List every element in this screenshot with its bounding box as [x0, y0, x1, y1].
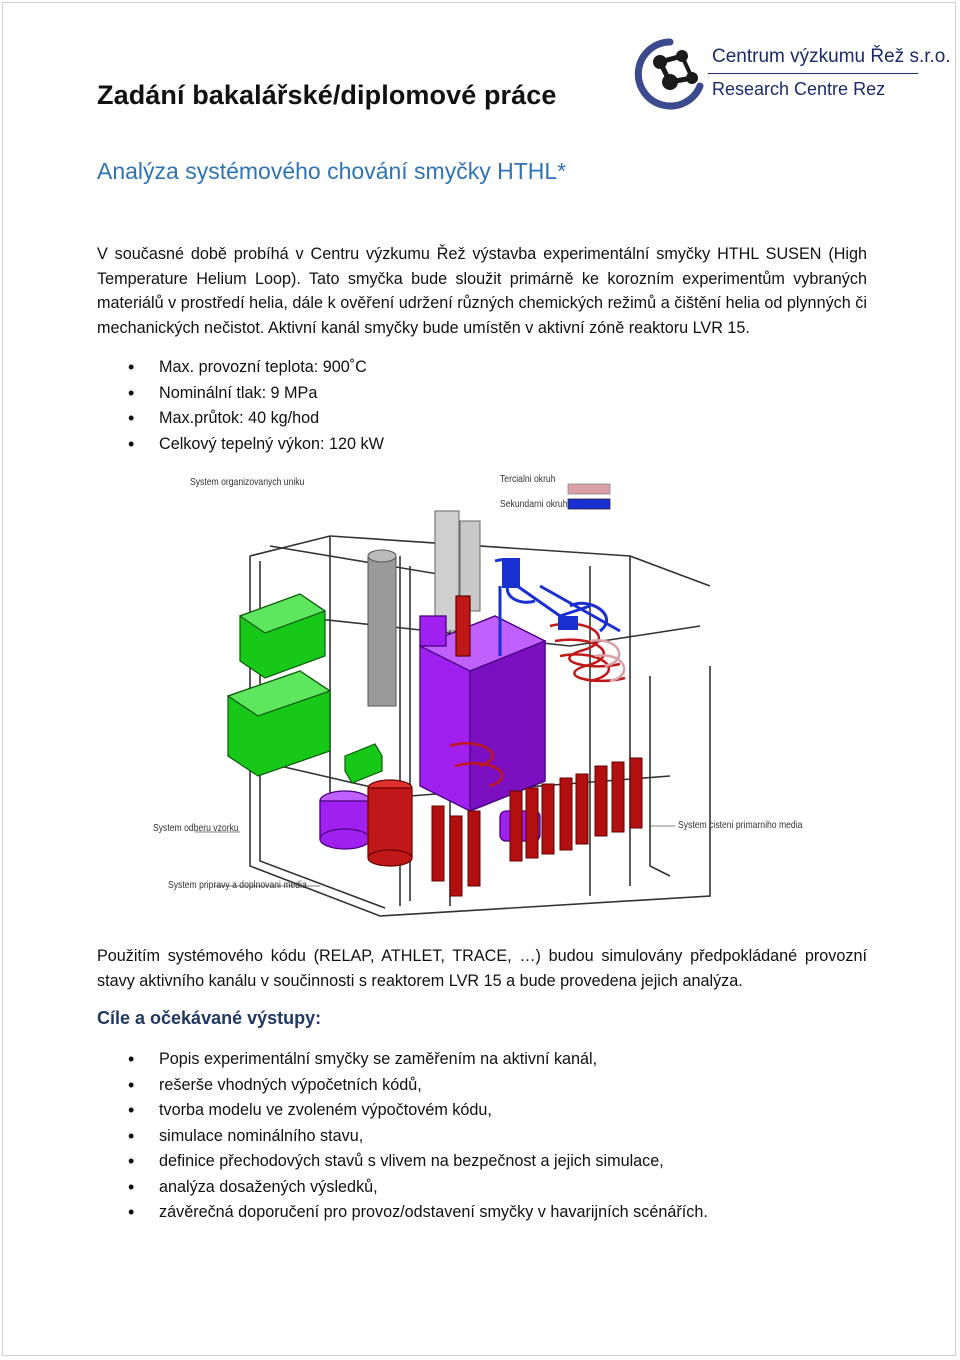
- intro-paragraph: V současné době probíhá v Centru výzkumu Řež výstavba experimentální smyčky HTHL SUSEN (High Temperature Helium Loop). Tato smyčka bude sloužit primárně ke korozním experimentům vybraných materiálů v prostředí helia, dále k ověření udržení různých chemických režimů a čištění helia od plynných či mechanických nečistot. Aktivní kanál smyčky bude umístěn v aktivní zóně reaktoru LVR 15.: [97, 245, 867, 337]
- analysis-paragraph: Použitím systémového kódu (RELAP, ATHLET, TRACE, …) budou simulovány předpokládané provozní stavy aktivního kanálu v součinnosti s reaktorem LVR 15 a bude provedena jejich analýza.: [97, 947, 867, 990]
- label-tertiary-circuit: Tercialni okruh: [500, 473, 556, 485]
- label-leak-system: System organizovanych uniku: [190, 476, 305, 488]
- label-preparation-system: System pripravy a doplnovani media: [168, 879, 307, 891]
- company-logo: [630, 34, 951, 114]
- logo-emblem-icon: [630, 34, 710, 114]
- label-cleaning-system: System cisteni primarniho media: [678, 819, 803, 831]
- list-item: • definice přechodových stavů s vlivem na bezpečnost a jejich simulace,: [97, 1149, 708, 1175]
- list-item: • rešerše vhodných výpočetních kódů,: [97, 1073, 708, 1099]
- list-item: • simulace nominálního stavu,: [97, 1124, 708, 1150]
- list-item: • závěrečná doporučení pro provoz/odstavení smyčky v havarijních scénářích.: [97, 1200, 708, 1226]
- document-title: Zadání bakalářské/diplomové práce: [97, 80, 557, 110]
- list-item: • Popis experimentální smyčky se zaměřením na aktivní kanál,: [97, 1047, 708, 1073]
- legend-swatch-tertiary: [568, 484, 610, 494]
- list-item: • Celkový tepelný výkon: 120 kW: [97, 432, 384, 458]
- label-secondary-circuit: Sekundarni okruh: [500, 498, 568, 510]
- document-subtitle: Analýza systémového chování smyčky HTHL*: [97, 158, 567, 184]
- list-item: • Max.průtok: 40 kg/hod: [97, 406, 384, 432]
- loop-3d-diagram: [150, 466, 830, 926]
- logo-name-czech: Centrum výzkumu Řež s.r.o.: [712, 46, 951, 67]
- logo-divider: [708, 73, 918, 74]
- goals-list: [97, 1047, 708, 1226]
- parameters-list: [97, 355, 384, 457]
- goals-heading: Cíle a očekávané výstupy:: [97, 1008, 322, 1028]
- list-item: • Max. provozní teplota: 900˚C: [97, 355, 384, 381]
- list-item: • tvorba modelu ve zvoleném výpočtovém kódu,: [97, 1098, 708, 1124]
- loop-schematic-figure: [150, 466, 830, 926]
- list-item: • Nominální tlak: 9 MPa: [97, 381, 384, 407]
- legend-swatch-secondary: [568, 499, 610, 509]
- list-item: • analýza dosažených výsledků,: [97, 1175, 708, 1201]
- logo-name-english: Research Centre Rez: [712, 79, 886, 99]
- label-sampling-system: System odberu vzorku: [153, 822, 239, 834]
